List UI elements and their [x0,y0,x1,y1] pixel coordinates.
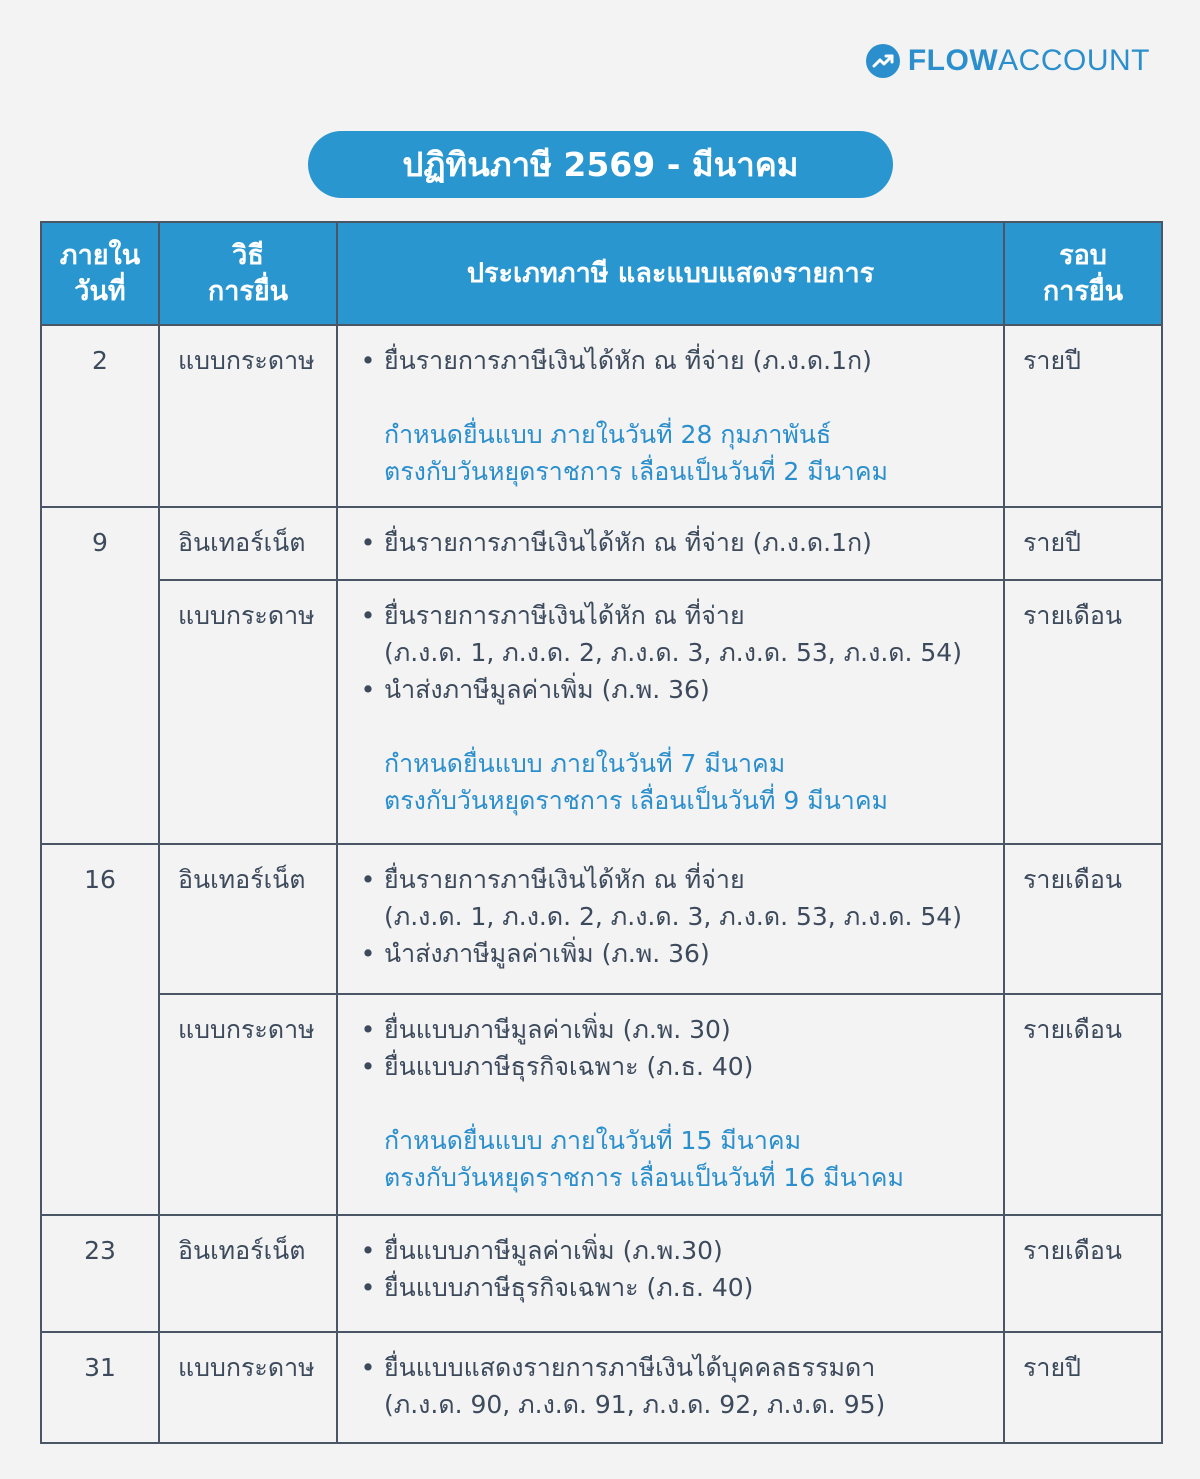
list-item: • ยื่นแบบแสดงรายการภาษีเงินได้บุคคลธรรมดา (ภ.ง.ด. 90, ภ.ง.ด. 91, ภ.ง.ด. 92, ภ.ง.ด. 95) [360,1353,886,1419]
filing-method: แบบกระดาษ [159,580,337,844]
filing-cycle: รายปี [1004,1332,1162,1443]
filing-cycle: รายปี [1004,325,1162,507]
header-day: ภายใน วันที่ [41,222,159,325]
deadline-note: กำหนดยื่นแบบ ภายในวันที่ 7 มีนาคม ตรงกับวันหยุดราชการ เลื่อนเป็นวันที่ 9 มีนาคม [384,749,889,815]
table-row [41,1332,1162,1443]
table-row [41,994,1162,1215]
table-row [41,844,1162,994]
tax-items [337,580,1004,844]
filing-cycle: รายเดือน [1004,580,1162,844]
tax-items [337,507,1004,580]
due-day: 9 [41,507,159,844]
filing-method: อินเทอร์เน็ต [159,1215,337,1332]
page-title: ปฏิทินภาษี 2569 - มีนาคม [308,131,893,198]
list-item: • ยื่นรายการภาษีเงินได้หัก ณ ที่จ่าย (ภ.ง.ด. 1, ภ.ง.ด. 2, ภ.ง.ด. 3, ภ.ง.ด. 53, ภ.ง.ด. 54) [360,601,962,667]
filing-method: แบบกระดาษ [159,994,337,1215]
list-item: • นำส่งภาษีมูลค่าเพิ่ม (ภ.พ. 36) [360,675,710,704]
list-item: • ยื่นรายการภาษีเงินได้หัก ณ ที่จ่าย (ภ.ง.ด.1ก) [360,346,872,375]
filing-cycle: รายเดือน [1004,994,1162,1215]
filing-method: แบบกระดาษ [159,1332,337,1443]
tax-items [337,1332,1004,1443]
tax-items [337,994,1004,1215]
flowaccount-logo [866,44,1150,78]
due-day: 2 [41,325,159,507]
due-day: 16 [41,844,159,1215]
table-row [41,507,1162,580]
list-item: • ยื่นแบบภาษีธุรกิจเฉพาะ (ภ.ธ. 40) [360,1273,754,1302]
tax-items [337,1215,1004,1332]
list-item: • ยื่นแบบภาษีธุรกิจเฉพาะ (ภ.ธ. 40) [360,1052,754,1081]
header-row [41,222,1162,325]
filing-cycle: รายปี [1004,507,1162,580]
trend-up-icon [866,44,900,78]
list-item: • ยื่นรายการภาษีเงินได้หัก ณ ที่จ่าย (ภ.ง.ด.1ก) [360,528,872,557]
brand-name: FLOWACCOUNT [907,44,1150,77]
deadline-note: กำหนดยื่นแบบ ภายในวันที่ 28 กุมภาพันธ์ ตรงกับวันหยุดราชการ เลื่อนเป็นวันที่ 2 มีนาคม [384,420,889,486]
due-day: 23 [41,1215,159,1332]
filing-method: อินเทอร์เน็ต [159,844,337,994]
filing-cycle: รายเดือน [1004,844,1162,994]
filing-method: อินเทอร์เน็ต [159,507,337,580]
table-row [41,580,1162,844]
header-tax-type: ประเภทภาษี และแบบแสดงรายการ [337,222,1004,325]
table-row [41,1215,1162,1332]
tax-items [337,325,1004,507]
tax-items [337,844,1004,994]
tax-calendar-table [40,221,1163,1444]
list-item: • ยื่นรายการภาษีเงินได้หัก ณ ที่จ่าย (ภ.ง.ด. 1, ภ.ง.ด. 2, ภ.ง.ด. 3, ภ.ง.ด. 53, ภ.ง.ด. 54) [360,865,962,931]
due-day: 31 [41,1332,159,1443]
deadline-note: กำหนดยื่นแบบ ภายในวันที่ 15 มีนาคม ตรงกับวันหยุดราชการ เลื่อนเป็นวันที่ 16 มีนาคม [384,1126,904,1192]
filing-cycle: รายเดือน [1004,1215,1162,1332]
list-item: • นำส่งภาษีมูลค่าเพิ่ม (ภ.พ. 36) [360,939,710,968]
filing-method: แบบกระดาษ [159,325,337,507]
table-row [41,325,1162,507]
header-method: วิธี การยื่น [159,222,337,325]
header-cycle: รอบ การยื่น [1004,222,1162,325]
list-item: • ยื่นแบบภาษีมูลค่าเพิ่ม (ภ.พ.30) [360,1236,723,1265]
list-item: • ยื่นแบบภาษีมูลค่าเพิ่ม (ภ.พ. 30) [360,1015,731,1044]
